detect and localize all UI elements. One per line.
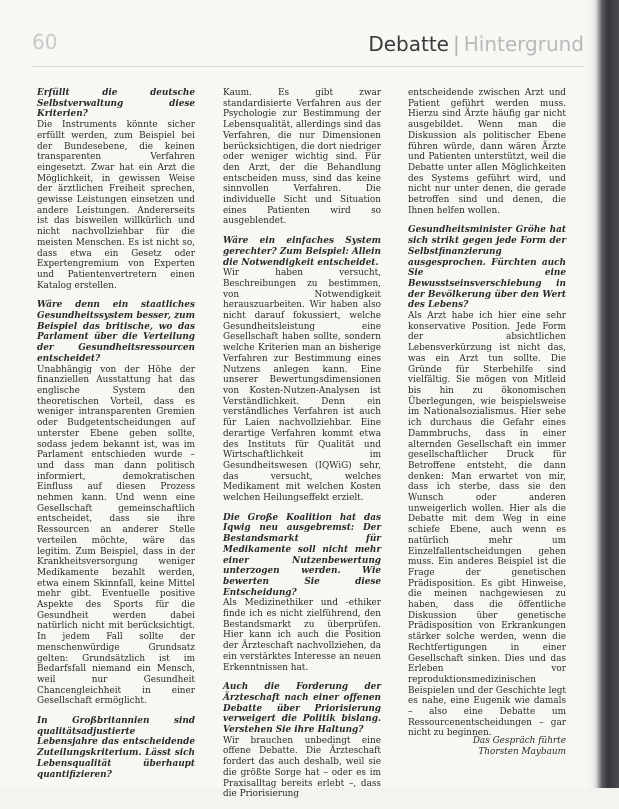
answer: Die Instruments könnte sicher erfüllt werden, zum Beispiel bei der Bundesebene, die keinen transparenten Verfahren eingesetzt. Zwar hat ein Arzt die Möglichkeit, in gewissen Weise der ärztlichen Freiheit sprechen, gewisse Leistungen einsetzen und andere Leistungen. Andererseits ist das bisweilen willkürlich und nicht nachvollziehbar für die meisten Menschen. Es ist nicht so, dass etwa ein Gesetz oder Expertengremium von Experten und Patientenvertretern einen Katalog erstellen. xyxy=(37,120,195,291)
page-header xyxy=(32,30,584,60)
interview-credit xyxy=(408,736,566,758)
question: Erfüllt die deutsche Selbstverwaltung diese Kriterien? xyxy=(37,88,195,120)
answer: entscheidende zwischen Arzt und Patient geführt werden muss. Hierzu sind Ärzte häufig gar nicht ausgebildet. Wenn man die Diskussion als politischer Ebene führen würde, dann wären Ärzte und Patienten unterstützt, weil die Debatte unter allen Möglichkeiten des Systems geführt wird, und nicht nur unter denen, die gerade betroffen sind und denen, die Ihnen helfen wollen. xyxy=(408,88,566,216)
text-column-3 xyxy=(408,88,566,748)
text-column-2 xyxy=(223,88,381,809)
section-name: Debatte xyxy=(368,32,449,56)
answer: Als Medizinethiker und -ethiker finde ich es nicht zielführend, den Bestandsmarkt zu überprüfen. Hier kann ich auch die Position der Ärzteschaft nachvollziehen, da ein verstärktes Interesse an neuen Erkenntnissen hat. xyxy=(223,598,381,673)
answer: Kaum. Es gibt zwar standardisierte Verfahren aus der Psychologie zur Bestimmung der Lebensqualität, allerdings sind das Verfahren, die nur Dimensionen berücksichtigen, die dort niedriger oder weniger wichtig sind. Für den Arzt, der die Behandlung entscheiden muss, sind das keine sinnvollen Verfahren. Die individuelle Sicht und Situation eines Patienten wird so ausgeblendet. xyxy=(223,88,382,227)
question: Die Große Koalition hat das Iqwig neu ausgebremst: Der Bestandsmarkt für Medikamente soll nicht mehr einer Nutzenbewertung unterzogen werden. Wie bewerten Sie diese Entscheidung? xyxy=(223,512,381,598)
header-rule xyxy=(32,66,584,67)
section-title xyxy=(368,32,584,56)
page-number: 60 xyxy=(32,30,58,54)
credit-line: Das Gespräch führte xyxy=(472,736,566,746)
question: Gesundheitsminister Gröhe hat sich strikt gegen jede Form der Selbstfinanzierung ausgesprochen. Fürchten auch Sie eine Bewusstseinsverschiebung in der Bevölkerung über den Wert des Lebens? xyxy=(408,225,566,311)
subsection-name: Hintergrund xyxy=(463,32,584,56)
question: In Großbritannien sind qualitätsadjustierte Lebensjahre das entscheidende Zuteilungskriterium. Lässt sich Lebensqualität überhaupt quantifizieren? xyxy=(37,716,195,780)
answer: Wir haben versucht, Beschreibungen zu bestimmen, von Notwendigkeit herauszuarbeiten. Wir haben also nicht darauf fokussiert, welche Gesundheitsleistung eine Gesellschaft haben sollte, sondern welche Kriterien man an bisherige Verfahren zur Bestimmung eines Nutzens anlegen kann. Eine unserer Bewertungsdimensionen von Kosten-Nutzen-Analysen ist Verständlichkeit. Denn ein verständliches Verfahren ist auch für Laien nachvollziehbar. Eine derartige Verfahren kommt etwa des Instituts für Qualität und Wirtschaftlichkeit im Gesundheitswesen (IQWiG) sehr, das versucht, welches Medikament mit welchen Kosten welchen Heilungseffekt erzielt. xyxy=(223,268,381,504)
question: Wäre ein einfaches System gerechter? Zum Beispiel: Allein die Notwendigkeit entscheidet. xyxy=(223,236,381,268)
text-column-1 xyxy=(37,88,195,780)
answer: Unabhängig von der Höhe der finanziellen Ausstattung hat das englische System den theoretischen Vorteil, dass es weniger intransparenten Gremien oder Budgetentscheidungen auf unterster Ebene geben sollte, sodass jedem bekannt ist, was im Parlament entschieden wurde – und dass man dann politisch informiert, demokratischen Einfluss auf diesen Prozess nehmen kann. Und wenn eine Gesellschaft gemeinschaftlich entscheidet, dass sie ihre Ressourcen an anderer Stelle verteilen möchte, wäre das legitim. Zum Beispiel, dass in der Krankheitsversorgung weniger Medikamente bezahlt werden, etwa einem Skinnfall, keine Mittel mehr gibt. Eventuelle positive Aspekte des Sports für die Gesundheit werden dabei natürlich nicht mit berücksichtigt. In jedem Fall sollte der menschenwürdige Grundsatz gelten: Grundsätzlich ist im Bedarfsfall niemand ein Mensch, weil nur Gesundheit Chancengleichheit in einer Gesellschaft ermöglicht. xyxy=(37,364,195,707)
answer: Wir brauchen unbedingt eine offene Debatte. Die Ärzteschaft fordert das auch deshalb, weil sie die größte Sorge hat – oder es im Praxisalltag bereits erlebt –, dass die Priorisierung xyxy=(223,735,381,800)
section-separator: | xyxy=(452,32,460,56)
interviewer-name: Thorsten Maybaum xyxy=(478,747,566,757)
question: Wäre denn ein staatliches Gesundheitssystem besser, zum Beispiel das britische, wo das Parlament über die Verteilung der Gesundheitsressourcen entscheidet? xyxy=(37,300,195,364)
answer: Als Arzt habe ich hier eine sehr konservative Position. Jede Form der absichtlichen Lebensverkürzung ist nicht das, was ein Arzt tun sollte. Die Gründe für Sterbehilfe sind vielfältig. Sie mögen von Mitleid bis hin zu ökonomischen Überlegungen, wie beispielsweise im Nationalsozialismus. Hier sehe ich durchaus die Gefahr eines Dammbruchs, dass in einer alternden Gesellschaft ein immer gesellschaftlicher Druck für Betroffene entsteht, die dann denken: Man erwartet von mir, dass ich sterbe, dass sie den Wunsch oder anderen unweigerlich wollen. Hier als die Debatte mit dem Weg in eine schiefe Ebene, auch wenn es natürlich mehr um Einzelfallentscheidungen gehen muss. Ein anderes Beispiel ist die Frage der genetischen Prädisposition. Es gibt Hinweise, die meinen nachgewiesen zu haben, dass die öffentliche Diskussion über genetische Prädisposition von Erkrankungen stärker solche werden, wenn die Rechtfertigungen in einer Gesellschaft sinken. Dies und das Erleben vor reproduktionsmedizinischen Beispielen und der Geschichte legt es nahe, eine Eugenik wie damals – also eine Debatte um Ressourcenentscheidungen – gar nicht zu beginnen. xyxy=(408,311,566,739)
book-binding xyxy=(592,0,619,788)
question: Auch die Forderung der Ärzteschaft nach einer offenen Debatte über Priorisierung verweigert die Politik bislang. Verstehen Sie ihre Haltung? xyxy=(223,682,381,736)
